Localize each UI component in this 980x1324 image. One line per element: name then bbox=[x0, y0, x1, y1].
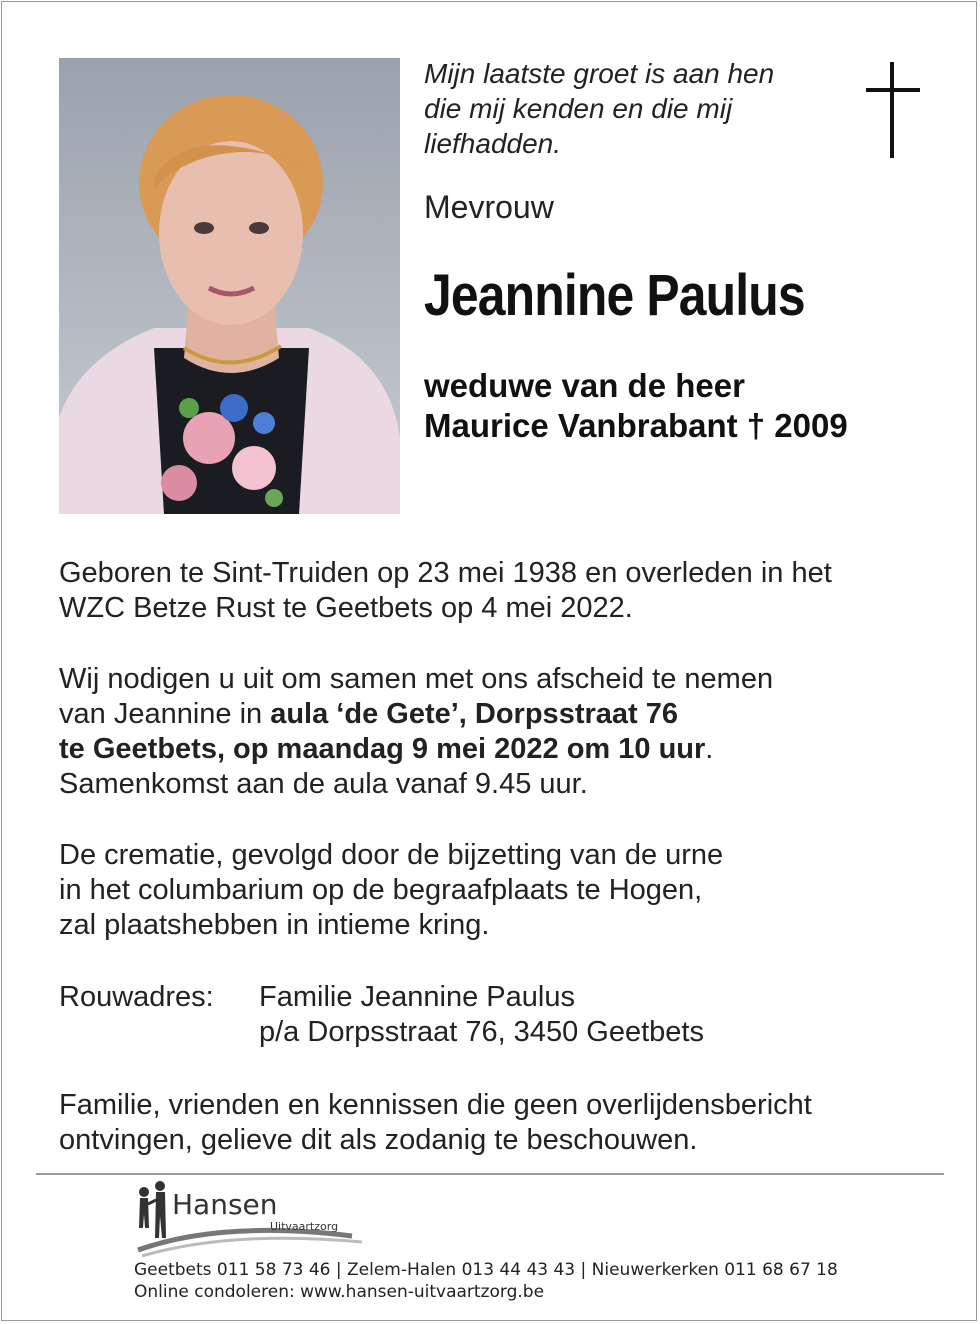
notice-paragraph bbox=[59, 1088, 939, 1158]
ceremony-location: aula ‘de Gete’, Dorpsstraat 76 bbox=[270, 698, 678, 730]
portrait-photo bbox=[59, 58, 400, 514]
funeral-home-name: Hansen bbox=[172, 1188, 278, 1221]
funeral-home-subtitle: Uitvaartzorg bbox=[270, 1220, 339, 1233]
memorial-quote bbox=[424, 56, 844, 161]
quote-line: Mijn laatste groet is aan hen bbox=[424, 58, 775, 89]
quote-line: die mij kenden en die mij bbox=[424, 93, 733, 124]
paragraph-line bbox=[59, 697, 939, 732]
birth-paragraph bbox=[59, 556, 939, 626]
spouse-info bbox=[424, 366, 848, 446]
online-condolence-link[interactable]: Online condoleren: www.hansen-uitvaartzorg.be bbox=[134, 1282, 545, 1302]
text-normal: van Jeannine in bbox=[59, 698, 271, 730]
paragraph-line: Geboren te Sint-Truiden op 23 mei 1938 en overleden in het bbox=[59, 557, 832, 589]
text-normal: . bbox=[705, 733, 714, 765]
address-line: p/a Dorpsstraat 76, 3450 Geetbets bbox=[259, 1016, 704, 1048]
spouse-line: weduwe van de heer bbox=[424, 367, 745, 404]
paragraph-line: De crematie, gevolgd door de bijzetting van de urne bbox=[59, 839, 724, 871]
paragraph-line: ontvingen, gelieve dit als zodanig te beschouwen. bbox=[59, 1124, 698, 1156]
honorific: Mevrouw bbox=[424, 189, 554, 225]
contact-numbers: Geetbets 011 58 73 46 | Zelem-Halen 013 44 43 43 | Nieuwerkerken 011 68 67 18 bbox=[134, 1260, 838, 1280]
paragraph-line: zal plaatshebben in intieme kring. bbox=[59, 909, 490, 941]
farewell-paragraph bbox=[59, 662, 939, 802]
cremation-paragraph bbox=[59, 838, 939, 943]
paragraph-line: WZC Betze Rust te Geetbets op 4 mei 2022. bbox=[59, 592, 633, 624]
paragraph-line: Samenkomst aan de aula vanaf 9.45 uur. bbox=[59, 768, 588, 800]
footer-divider bbox=[36, 1173, 944, 1175]
address-label: Rouwadres: bbox=[59, 981, 214, 1013]
address-line: Familie Jeannine Paulus bbox=[259, 981, 575, 1013]
spouse-line: Maurice Vanbrabant † 2009 bbox=[424, 407, 848, 444]
ceremony-date: te Geetbets, op maandag 9 mei 2022 om 10 uur bbox=[59, 733, 706, 765]
paragraph-line: Familie, vrienden en kennissen die geen overlijdensbericht bbox=[59, 1089, 812, 1121]
paragraph-line bbox=[59, 732, 939, 767]
quote-line: liefhadden. bbox=[424, 128, 562, 159]
deceased-name: Jeannine Paulus bbox=[424, 263, 805, 328]
paragraph-line: Wij nodigen u uit om samen met ons afscheid te nemen bbox=[59, 663, 774, 695]
cross-icon bbox=[866, 62, 920, 158]
paragraph-line: in het columbarium op de begraafplaats te Hogen, bbox=[59, 874, 703, 906]
